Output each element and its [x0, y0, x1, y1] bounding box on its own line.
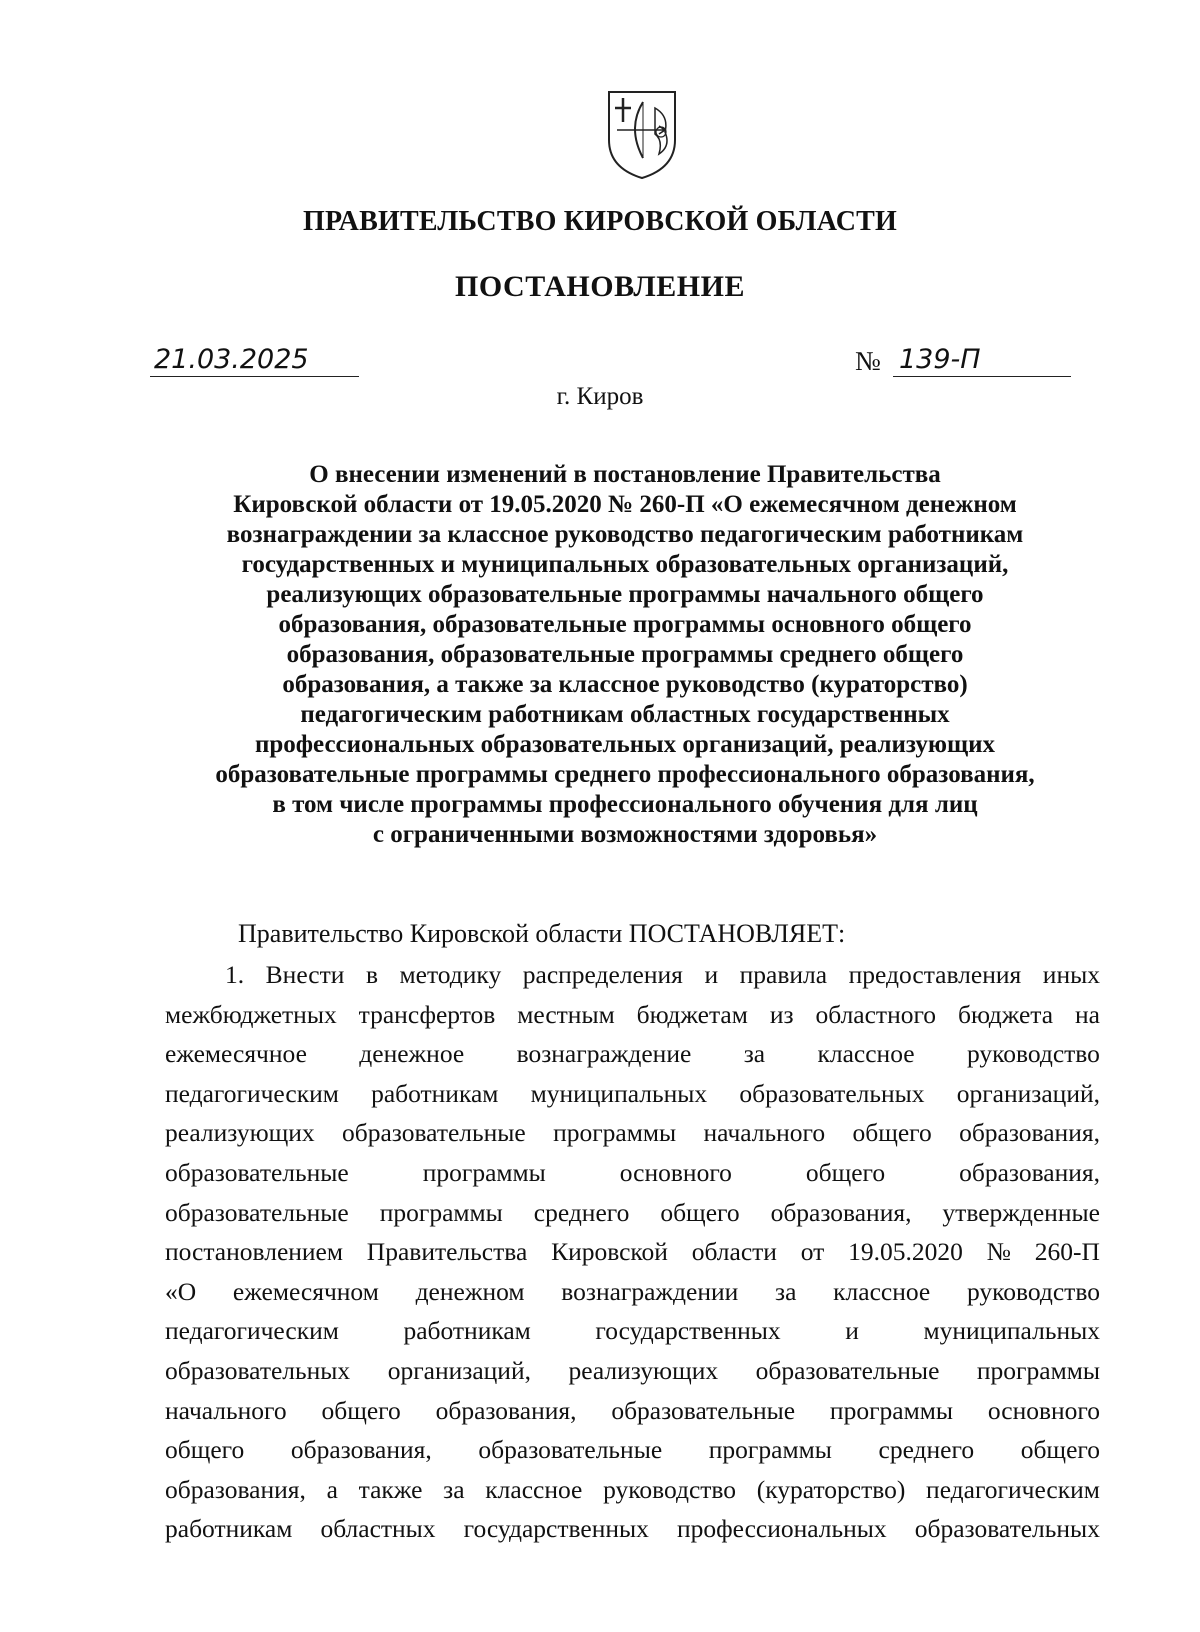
title-line: О внесении изменений в постановление Правительства [309, 461, 941, 488]
body-word: муниципальных [530, 1078, 708, 1108]
body-word: Правительства [366, 1237, 528, 1267]
body-line [165, 1272, 1100, 1312]
body-word: педагогическим [926, 1474, 1100, 1504]
body-line [165, 1311, 1100, 1351]
body-text [165, 955, 1100, 1549]
body-word: образовательные [165, 1157, 349, 1187]
body-line [165, 1193, 1100, 1233]
body-word: и [704, 960, 719, 989]
body-word: бюджетам [636, 999, 748, 1029]
body-word: основного [619, 1157, 732, 1187]
body-word: образования, [959, 1157, 1100, 1187]
body-word: правила [739, 960, 828, 989]
title-line: Кировской области от 19.05.2020 № 260-П «О ежемесячном денежном [233, 491, 1017, 518]
body-word: утвержденные [942, 1197, 1100, 1227]
body-word: реализующих [165, 1118, 315, 1148]
body-word: образования, [165, 1474, 306, 1504]
organization-name: ПРАВИТЕЛЬСТВО КИРОВСКОЙ ОБЛАСТИ [302, 206, 897, 237]
body-word: 1. [225, 960, 245, 989]
body-word: образовательных [739, 1078, 925, 1108]
document-title [150, 460, 1100, 850]
title-line: реализующих образовательные программы начального общего [266, 581, 984, 608]
body-word: образовательные [755, 1355, 940, 1385]
body-word: 19.05.2020 [848, 1237, 963, 1267]
body-line [165, 955, 1100, 995]
title-line: образовательные программы среднего профессионального образования, [215, 761, 1035, 788]
body-word: распределения [522, 960, 683, 989]
body-line [165, 1232, 1100, 1272]
body-word: организаций, [387, 1355, 531, 1385]
body-word: бюджета [958, 999, 1054, 1029]
body-word: ежемесячное [165, 1039, 307, 1069]
body-word: программы [553, 1118, 677, 1148]
body-word: № [986, 1237, 1011, 1267]
body-word: основного [987, 1395, 1100, 1425]
body-word: общего [805, 1157, 886, 1187]
body-word: от [800, 1237, 825, 1267]
body-word: за [443, 1474, 465, 1504]
body-word: вознаграждении [561, 1276, 739, 1306]
title-line: государственных и муниципальных образовательных организаций, [241, 551, 1009, 578]
body-word: организаций, [956, 1078, 1100, 1108]
body-word: общего [1020, 1435, 1100, 1465]
body-word: классное [485, 1474, 583, 1504]
body-word: за [775, 1276, 797, 1306]
body-word: среднего [533, 1197, 630, 1227]
body-word: за [743, 1039, 766, 1069]
body-word: образования, [959, 1118, 1100, 1148]
kirov-coat-of-arms-icon [603, 88, 681, 180]
body-word: муниципальных [923, 1316, 1100, 1346]
title-line: профессиональных образовательных организаций, реализующих [254, 731, 996, 758]
body-word: также [358, 1474, 423, 1504]
body-word: реализующих [568, 1355, 719, 1385]
body-word: денежном [415, 1276, 525, 1306]
body-line [165, 1351, 1100, 1391]
body-word: образовательные [342, 1118, 526, 1148]
body-word: Внести [265, 960, 345, 989]
body-word: работникам [403, 1316, 531, 1346]
body-word: руководство [603, 1474, 737, 1504]
body-word: образовательных [165, 1355, 351, 1385]
body-word: программы [422, 1157, 546, 1187]
document-date: 21.03.2025 [150, 344, 359, 377]
document-type: ПОСТАНОВЛЕНИЕ [455, 270, 745, 303]
body-word: а [326, 1474, 338, 1504]
body-word: на [1075, 999, 1100, 1029]
body-word: предоставления [848, 960, 1022, 989]
body-word: образования, [290, 1435, 432, 1465]
city: г. Киров [556, 383, 644, 410]
body-word: общего [165, 1435, 245, 1465]
body-word: области [691, 1237, 777, 1267]
body-word: вознаграждение [516, 1039, 692, 1069]
preamble: Правительство Кировской области ПОСТАНОВЛЯЕТ: [238, 919, 846, 948]
document-number: 139-П [893, 344, 1071, 377]
body-word: и [845, 1316, 859, 1346]
title-line: в том числе программы профессионального обучения для лиц [272, 791, 978, 818]
title-line: образования, а также за классное руководство (кураторство) [282, 671, 968, 698]
body-word: начального [165, 1395, 287, 1425]
title-line: вознаграждении за классное руководство педагогическим работникам [226, 521, 1024, 548]
body-word: общего [852, 1118, 932, 1148]
body-word: образования, [435, 1395, 577, 1425]
body-word: работникам [165, 1514, 293, 1544]
body-word: в [365, 960, 378, 989]
title-line: образования, образовательные программы среднего общего [286, 641, 964, 668]
body-word: образовательные [611, 1395, 796, 1425]
body-word: ежемесячном [232, 1276, 379, 1306]
body-word: денежное [359, 1039, 465, 1069]
body-word: программы [708, 1435, 832, 1465]
body-word: местным [517, 999, 615, 1029]
body-word: государственных [463, 1514, 649, 1544]
body-word: образовательные [478, 1435, 663, 1465]
body-line [165, 1391, 1100, 1431]
title-line: с ограниченными возможностями здоровья» [372, 821, 878, 848]
body-line [165, 1470, 1100, 1510]
body-word: педагогическим [165, 1316, 339, 1346]
body-word: профессиональных [676, 1514, 887, 1544]
body-word: общего [321, 1395, 401, 1425]
body-word: из [769, 999, 794, 1029]
body-word: образовательных [914, 1514, 1100, 1544]
body-word: трансфертов [358, 999, 496, 1029]
body-word: программы [829, 1395, 954, 1425]
body-word: постановлением [165, 1237, 344, 1267]
body-word: областных [320, 1514, 436, 1544]
body-line [165, 1074, 1100, 1114]
body-line [165, 995, 1100, 1035]
body-word: (кураторство) [756, 1474, 906, 1504]
title-line: образования, образовательные программы основного общего [278, 611, 972, 638]
body-word: 260-П [1034, 1237, 1100, 1267]
body-word: межбюджетных [165, 999, 337, 1029]
body-word: «О [165, 1276, 197, 1306]
body-word: работникам [371, 1078, 499, 1108]
body-word: образования, [770, 1197, 912, 1227]
body-word: образовательные [165, 1197, 349, 1227]
body-word: педагогическим [165, 1078, 339, 1108]
body-line [165, 1034, 1100, 1074]
body-word: государственных [595, 1316, 781, 1346]
body-word: Кировской [551, 1237, 668, 1267]
body-word: классное [817, 1039, 915, 1069]
body-line [165, 1430, 1100, 1470]
body-word: методику [399, 960, 502, 989]
body-word: иных [1042, 960, 1100, 989]
body-line [165, 1509, 1100, 1549]
body-word: руководство [966, 1039, 1100, 1069]
body-word: программы [976, 1355, 1100, 1385]
body-word: программы [379, 1197, 503, 1227]
number-sign: № [855, 346, 881, 376]
body-word: руководство [967, 1276, 1100, 1306]
body-word: областного [815, 999, 937, 1029]
body-line [165, 1153, 1100, 1193]
body-word: классное [833, 1276, 931, 1306]
body-line [165, 1113, 1100, 1153]
body-word: среднего [878, 1435, 975, 1465]
title-line: педагогическим работникам областных государственных [300, 701, 950, 728]
body-word: общего [660, 1197, 740, 1227]
body-word: начального [703, 1118, 826, 1148]
